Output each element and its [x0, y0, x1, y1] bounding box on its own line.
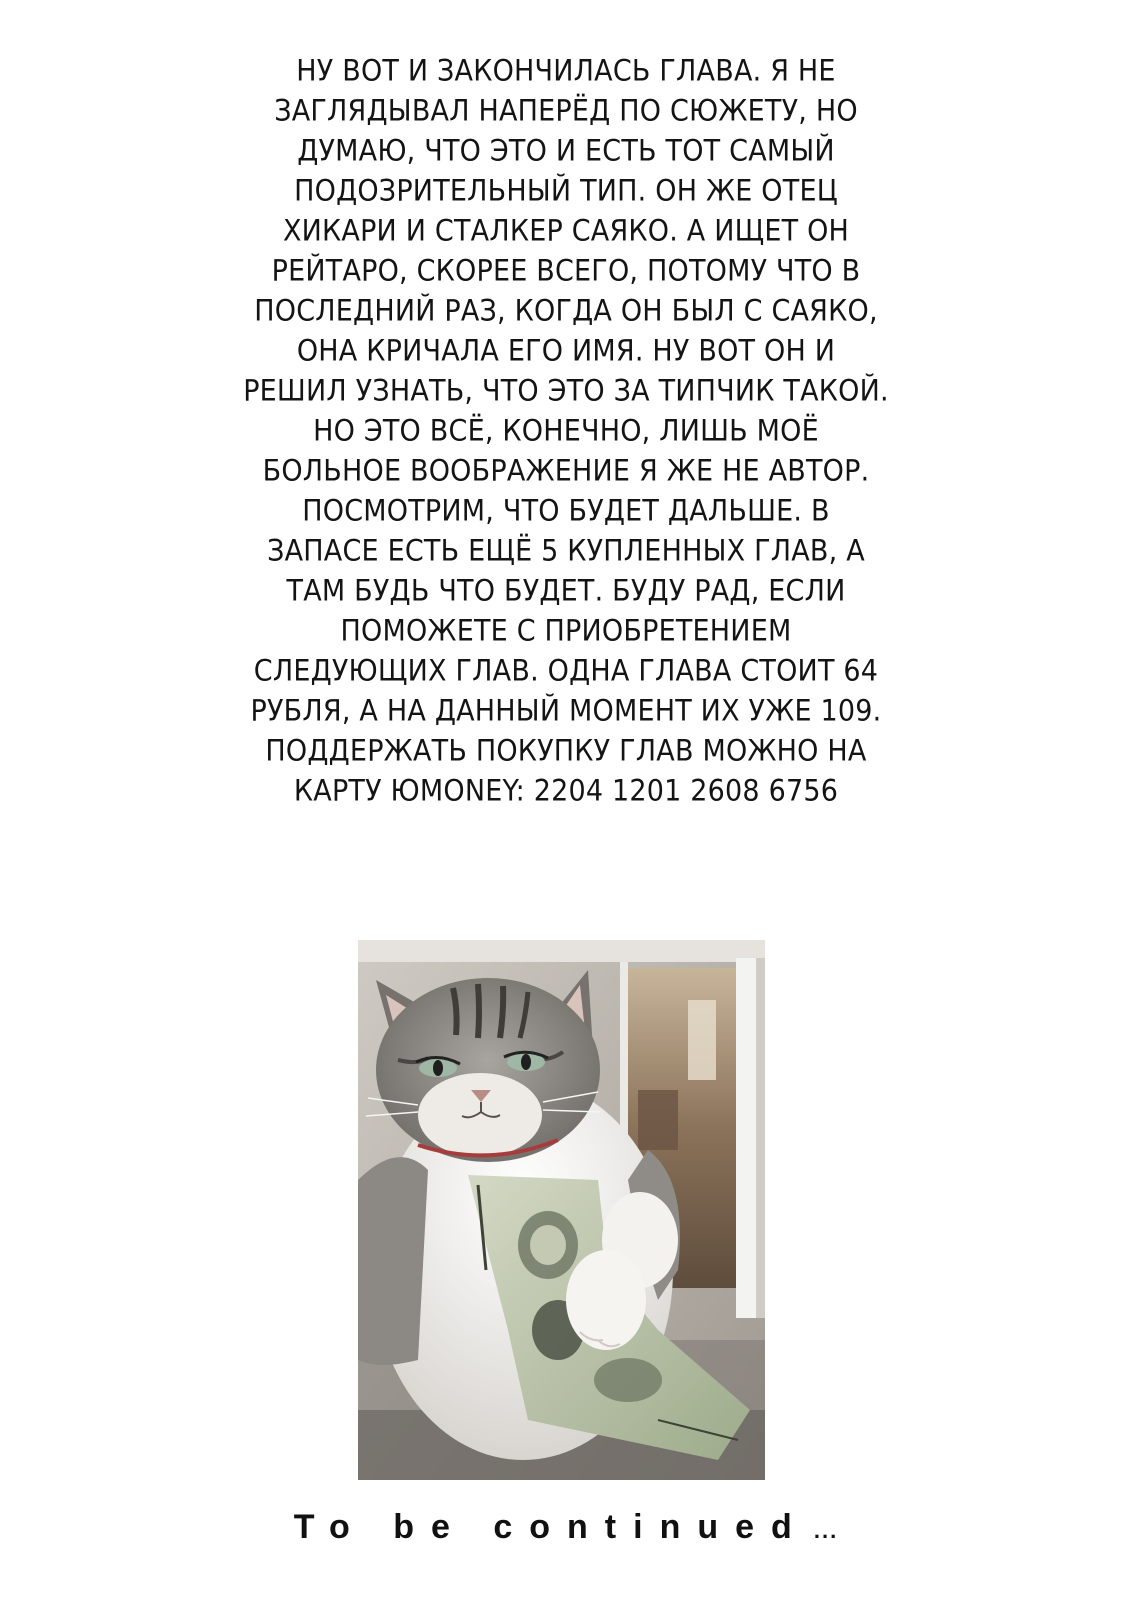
- ellipsis: ...: [813, 1518, 839, 1543]
- author-note: [150, 52, 982, 812]
- note-line: ОНА КРИЧАЛА ЕГО ИМЯ. НУ ВОТ ОН И: [296, 334, 836, 369]
- note-line: ДУМАЮ, ЧТО ЭТО И ЕСТЬ ТОТ САМЫЙ: [297, 134, 835, 169]
- note-line: НУ ВОТ И ЗАКОНЧИЛАСЬ ГЛАВА. Я НЕ: [296, 54, 836, 89]
- note-line: ХИКАРИ И СТАЛКЕР САЯКО. А ИЩЕТ ОН: [282, 214, 850, 249]
- note-line: ПОМОЖЕТЕ С ПРИОБРЕТЕНИЕМ: [340, 614, 792, 649]
- cat-money-photo: [358, 940, 765, 1480]
- note-line: БОЛЬНОЕ ВООБРАЖЕНИЕ Я ЖЕ НЕ АВТОР.: [262, 454, 870, 489]
- note-line: НО ЭТО ВСЁ, КОНЕЧНО, ЛИШЬ МОЁ: [313, 414, 819, 449]
- note-line: ПОСМОТРИМ, ЧТО БУДЕТ ДАЛЬШЕ. В: [302, 494, 830, 529]
- note-line: РЕШИЛ УЗНАТЬ, ЧТО ЭТО ЗА ТИПЧИК ТАКОЙ.: [243, 374, 889, 409]
- note-line: РУБЛЯ, А НА ДАННЫЙ МОМЕНТ ИХ УЖЕ 109.: [250, 694, 882, 729]
- door-frame: [736, 958, 756, 1318]
- note-line: ПОДОЗРИТЕЛЬНЫЙ ТИП. ОН ЖЕ ОТЕЦ: [294, 174, 838, 209]
- note-line: ПОДДЕРЖАТЬ ПОКУПКУ ГЛАВ МОЖНО НА: [265, 734, 867, 769]
- note-line: ЗАПАСЕ ЕСТЬ ЕЩЁ 5 КУПЛЕННЫХ ГЛАВ, А: [267, 534, 865, 569]
- note-line: ЗАГЛЯДЫВАЛ НАПЕРЁД ПО СЮЖЕТУ, НО: [274, 94, 858, 129]
- note-line: СЛЕДУЮЩИХ ГЛАВ. ОДНА ГЛАВА СТОИТ 64: [253, 654, 879, 689]
- note-line: КАРТУ ЮMONEY: 2204 1201 2608 6756: [293, 774, 839, 809]
- note-line: РЕЙТАРО, СКОРЕЕ ВСЕГО, ПОТОМУ ЧТО В: [271, 254, 861, 289]
- note-line: ТАМ БУДЬ ЧТО БУДЕТ. БУДУ РАД, ЕСЛИ: [286, 574, 846, 609]
- note-line: ПОСЛЕДНИЙ РАЗ, КОГДА ОН БЫЛ С САЯКО,: [254, 294, 878, 329]
- cat-paw-left: [566, 1250, 646, 1350]
- to-be-continued: [0, 1497, 1132, 1557]
- to-be-continued-text: To be continued: [293, 1508, 809, 1546]
